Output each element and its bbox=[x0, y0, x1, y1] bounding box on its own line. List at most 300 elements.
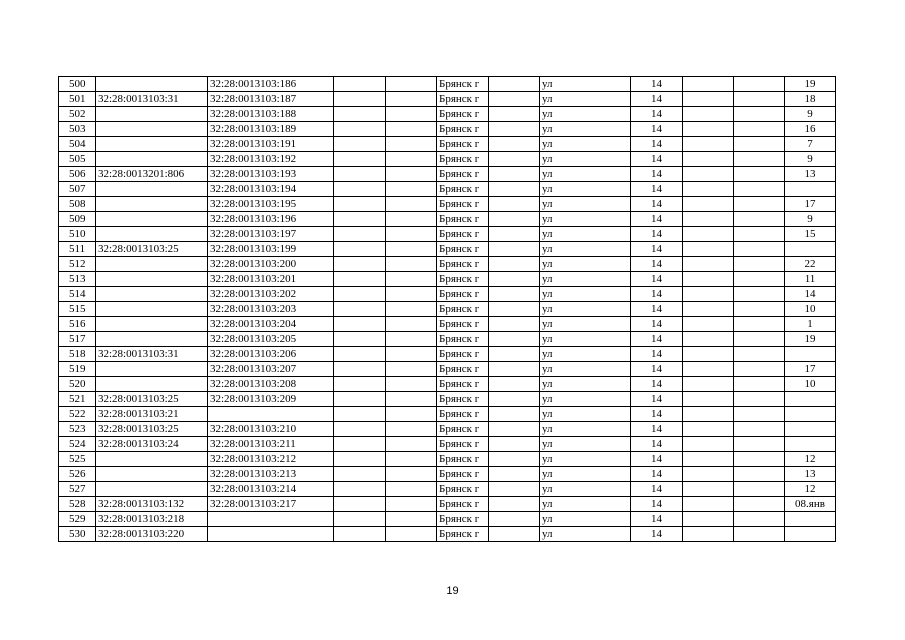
apartment-cell: 16 bbox=[785, 122, 836, 137]
empty-cell bbox=[683, 107, 734, 122]
row-number-cell: 507 bbox=[59, 182, 96, 197]
empty-cell bbox=[734, 227, 785, 242]
empty-cell bbox=[734, 302, 785, 317]
empty-cell bbox=[334, 482, 386, 497]
apartment-cell: 14 bbox=[785, 287, 836, 302]
cadastral-number-cell: 32:28:0013103:199 bbox=[208, 242, 334, 257]
row-number-cell: 506 bbox=[59, 167, 96, 182]
empty-cell bbox=[334, 272, 386, 287]
empty-cell bbox=[386, 152, 437, 167]
row-number-cell: 523 bbox=[59, 422, 96, 437]
city-cell: Брянск г bbox=[437, 362, 489, 377]
house-number-cell: 14 bbox=[631, 152, 683, 167]
row-number-cell: 528 bbox=[59, 497, 96, 512]
row-number-cell: 515 bbox=[59, 302, 96, 317]
apartment-cell bbox=[785, 527, 836, 542]
city-cell: Брянск г bbox=[437, 287, 489, 302]
cadastral-number-cell: 32:28:0013103:31 bbox=[96, 347, 208, 362]
table-row bbox=[59, 212, 836, 227]
empty-cell bbox=[734, 272, 785, 287]
cadastral-number-cell: 32:28:0013103:202 bbox=[208, 287, 334, 302]
empty-cell bbox=[334, 497, 386, 512]
row-number-cell: 504 bbox=[59, 137, 96, 152]
row-number-cell: 514 bbox=[59, 287, 96, 302]
house-number-cell: 14 bbox=[631, 437, 683, 452]
table-row bbox=[59, 347, 836, 362]
table-row bbox=[59, 167, 836, 182]
empty-cell bbox=[386, 92, 437, 107]
row-number-cell: 505 bbox=[59, 152, 96, 167]
city-cell: Брянск г bbox=[437, 467, 489, 482]
empty-cell bbox=[489, 152, 540, 167]
city-cell: Брянск г bbox=[437, 392, 489, 407]
cadastral-number-cell: 32:28:0013201:806 bbox=[96, 167, 208, 182]
house-number-cell: 14 bbox=[631, 287, 683, 302]
empty-cell bbox=[334, 347, 386, 362]
apartment-cell: 11 bbox=[785, 272, 836, 287]
street-type-cell: ул bbox=[540, 527, 631, 542]
cadastral-number-cell: 32:28:0013103:210 bbox=[208, 422, 334, 437]
empty-cell bbox=[734, 482, 785, 497]
empty-cell bbox=[683, 317, 734, 332]
house-number-cell: 14 bbox=[631, 452, 683, 467]
cadastral-number-cell: 32:28:0013103:21 bbox=[96, 407, 208, 422]
empty-cell bbox=[734, 77, 785, 92]
row-number-cell: 525 bbox=[59, 452, 96, 467]
cadastral-number-cell: 32:28:0013103:186 bbox=[208, 77, 334, 92]
empty-cell bbox=[334, 287, 386, 302]
empty-cell bbox=[489, 437, 540, 452]
empty-cell bbox=[489, 242, 540, 257]
empty-cell bbox=[489, 332, 540, 347]
house-number-cell: 14 bbox=[631, 422, 683, 437]
empty-cell bbox=[489, 182, 540, 197]
street-type-cell: ул bbox=[540, 332, 631, 347]
street-type-cell: ул bbox=[540, 512, 631, 527]
table-row bbox=[59, 527, 836, 542]
empty-cell bbox=[489, 347, 540, 362]
empty-cell bbox=[683, 497, 734, 512]
empty-cell bbox=[489, 527, 540, 542]
cadastral-number-cell bbox=[96, 257, 208, 272]
cadastral-number-cell: 32:28:0013103:204 bbox=[208, 317, 334, 332]
cadastral-number-cell bbox=[96, 122, 208, 137]
empty-cell bbox=[334, 377, 386, 392]
row-number-cell: 521 bbox=[59, 392, 96, 407]
apartment-cell: 12 bbox=[785, 482, 836, 497]
empty-cell bbox=[489, 107, 540, 122]
cadastral-number-cell bbox=[96, 77, 208, 92]
city-cell: Брянск г bbox=[437, 272, 489, 287]
empty-cell bbox=[734, 167, 785, 182]
table-row bbox=[59, 257, 836, 272]
empty-cell bbox=[683, 167, 734, 182]
empty-cell bbox=[489, 92, 540, 107]
city-cell: Брянск г bbox=[437, 452, 489, 467]
empty-cell bbox=[334, 227, 386, 242]
cadastral-number-cell: 32:28:0013103:187 bbox=[208, 92, 334, 107]
cadastral-number-cell bbox=[96, 332, 208, 347]
apartment-cell: 9 bbox=[785, 107, 836, 122]
empty-cell bbox=[386, 122, 437, 137]
table-row bbox=[59, 197, 836, 212]
street-type-cell: ул bbox=[540, 302, 631, 317]
street-type-cell: ул bbox=[540, 452, 631, 467]
city-cell: Брянск г bbox=[437, 122, 489, 137]
empty-cell bbox=[334, 257, 386, 272]
house-number-cell: 14 bbox=[631, 407, 683, 422]
table-row bbox=[59, 452, 836, 467]
empty-cell bbox=[334, 242, 386, 257]
empty-cell bbox=[386, 227, 437, 242]
empty-cell bbox=[386, 377, 437, 392]
apartment-cell: 19 bbox=[785, 77, 836, 92]
cadastral-number-cell bbox=[208, 527, 334, 542]
empty-cell bbox=[334, 467, 386, 482]
street-type-cell: ул bbox=[540, 257, 631, 272]
empty-cell bbox=[683, 482, 734, 497]
empty-cell bbox=[386, 137, 437, 152]
empty-cell bbox=[489, 257, 540, 272]
empty-cell bbox=[683, 392, 734, 407]
empty-cell bbox=[683, 272, 734, 287]
row-number-cell: 517 bbox=[59, 332, 96, 347]
empty-cell bbox=[386, 332, 437, 347]
apartment-cell bbox=[785, 182, 836, 197]
apartment-cell: 18 bbox=[785, 92, 836, 107]
cadastral-number-cell: 32:28:0013103:208 bbox=[208, 377, 334, 392]
empty-cell bbox=[334, 437, 386, 452]
cadastral-number-cell: 32:28:0013103:196 bbox=[208, 212, 334, 227]
empty-cell bbox=[489, 212, 540, 227]
house-number-cell: 14 bbox=[631, 107, 683, 122]
empty-cell bbox=[734, 512, 785, 527]
house-number-cell: 14 bbox=[631, 182, 683, 197]
city-cell: Брянск г bbox=[437, 497, 489, 512]
house-number-cell: 14 bbox=[631, 92, 683, 107]
city-cell: Брянск г bbox=[437, 167, 489, 182]
empty-cell bbox=[386, 167, 437, 182]
empty-cell bbox=[334, 407, 386, 422]
table-row bbox=[59, 152, 836, 167]
empty-cell bbox=[683, 257, 734, 272]
house-number-cell: 14 bbox=[631, 302, 683, 317]
row-number-cell: 511 bbox=[59, 242, 96, 257]
city-cell: Брянск г bbox=[437, 407, 489, 422]
city-cell: Брянск г bbox=[437, 242, 489, 257]
street-type-cell: ул bbox=[540, 227, 631, 242]
empty-cell bbox=[734, 287, 785, 302]
table-row bbox=[59, 332, 836, 347]
city-cell: Брянск г bbox=[437, 302, 489, 317]
empty-cell bbox=[489, 167, 540, 182]
empty-cell bbox=[489, 467, 540, 482]
empty-cell bbox=[489, 377, 540, 392]
empty-cell bbox=[683, 227, 734, 242]
empty-cell bbox=[334, 317, 386, 332]
empty-cell bbox=[334, 332, 386, 347]
apartment-cell: 9 bbox=[785, 152, 836, 167]
row-number-cell: 526 bbox=[59, 467, 96, 482]
cadastral-number-cell: 32:28:0013103:214 bbox=[208, 482, 334, 497]
house-number-cell: 14 bbox=[631, 467, 683, 482]
street-type-cell: ул bbox=[540, 392, 631, 407]
cadastral-number-cell: 32:28:0013103:218 bbox=[96, 512, 208, 527]
empty-cell bbox=[734, 422, 785, 437]
city-cell: Брянск г bbox=[437, 422, 489, 437]
city-cell: Брянск г bbox=[437, 77, 489, 92]
table-row bbox=[59, 302, 836, 317]
apartment-cell bbox=[785, 242, 836, 257]
cadastral-number-cell: 32:28:0013103:209 bbox=[208, 392, 334, 407]
cadastral-number-cell: 32:28:0013103:211 bbox=[208, 437, 334, 452]
row-number-cell: 502 bbox=[59, 107, 96, 122]
cadastral-number-cell: 32:28:0013103:191 bbox=[208, 137, 334, 152]
table-row bbox=[59, 392, 836, 407]
empty-cell bbox=[386, 392, 437, 407]
row-number-cell: 509 bbox=[59, 212, 96, 227]
empty-cell bbox=[386, 362, 437, 377]
table-row bbox=[59, 122, 836, 137]
cadastral-number-cell: 32:28:0013103:207 bbox=[208, 362, 334, 377]
cadastral-number-cell: 32:28:0013103:25 bbox=[96, 392, 208, 407]
house-number-cell: 14 bbox=[631, 137, 683, 152]
empty-cell bbox=[489, 497, 540, 512]
cadastral-number-cell bbox=[96, 182, 208, 197]
cadastral-number-cell bbox=[96, 482, 208, 497]
table-row bbox=[59, 137, 836, 152]
cadastral-number-cell bbox=[96, 272, 208, 287]
house-number-cell: 14 bbox=[631, 332, 683, 347]
street-type-cell: ул bbox=[540, 152, 631, 167]
empty-cell bbox=[334, 152, 386, 167]
empty-cell bbox=[386, 257, 437, 272]
empty-cell bbox=[489, 272, 540, 287]
empty-cell bbox=[734, 437, 785, 452]
cadastral-number-cell: 32:28:0013103:200 bbox=[208, 257, 334, 272]
street-type-cell: ул bbox=[540, 197, 631, 212]
table-row bbox=[59, 92, 836, 107]
empty-cell bbox=[386, 497, 437, 512]
cadastral-number-cell: 32:28:0013103:193 bbox=[208, 167, 334, 182]
empty-cell bbox=[386, 272, 437, 287]
apartment-cell bbox=[785, 347, 836, 362]
empty-cell bbox=[386, 482, 437, 497]
table-row bbox=[59, 77, 836, 92]
house-number-cell: 14 bbox=[631, 392, 683, 407]
empty-cell bbox=[683, 287, 734, 302]
empty-cell bbox=[386, 422, 437, 437]
cadastral-number-cell bbox=[208, 407, 334, 422]
apartment-cell bbox=[785, 392, 836, 407]
data-table bbox=[58, 76, 836, 542]
city-cell: Брянск г bbox=[437, 182, 489, 197]
empty-cell bbox=[334, 92, 386, 107]
empty-cell bbox=[489, 482, 540, 497]
table-row bbox=[59, 182, 836, 197]
empty-cell bbox=[734, 467, 785, 482]
empty-cell bbox=[334, 167, 386, 182]
empty-cell bbox=[489, 302, 540, 317]
cadastral-number-cell: 32:28:0013103:205 bbox=[208, 332, 334, 347]
row-number-cell: 520 bbox=[59, 377, 96, 392]
cadastral-number-cell: 32:28:0013103:201 bbox=[208, 272, 334, 287]
house-number-cell: 14 bbox=[631, 317, 683, 332]
street-type-cell: ул bbox=[540, 92, 631, 107]
house-number-cell: 14 bbox=[631, 242, 683, 257]
row-number-cell: 513 bbox=[59, 272, 96, 287]
apartment-cell: 10 bbox=[785, 377, 836, 392]
cadastral-number-cell bbox=[96, 467, 208, 482]
table-row bbox=[59, 422, 836, 437]
city-cell: Брянск г bbox=[437, 92, 489, 107]
empty-cell bbox=[683, 122, 734, 137]
empty-cell bbox=[386, 107, 437, 122]
cadastral-number-cell bbox=[96, 227, 208, 242]
cadastral-number-cell: 32:28:0013103:132 bbox=[96, 497, 208, 512]
empty-cell bbox=[334, 452, 386, 467]
street-type-cell: ул bbox=[540, 347, 631, 362]
cadastral-number-cell: 32:28:0013103:189 bbox=[208, 122, 334, 137]
empty-cell bbox=[334, 137, 386, 152]
empty-cell bbox=[683, 437, 734, 452]
apartment-cell: 13 bbox=[785, 467, 836, 482]
cadastral-number-cell: 32:28:0013103:24 bbox=[96, 437, 208, 452]
table-row bbox=[59, 272, 836, 287]
cadastral-number-cell bbox=[96, 152, 208, 167]
empty-cell bbox=[734, 317, 785, 332]
house-number-cell: 14 bbox=[631, 482, 683, 497]
table-row bbox=[59, 107, 836, 122]
house-number-cell: 14 bbox=[631, 347, 683, 362]
house-number-cell: 14 bbox=[631, 527, 683, 542]
empty-cell bbox=[683, 152, 734, 167]
apartment-cell: 19 bbox=[785, 332, 836, 347]
page-number: 19 bbox=[446, 585, 459, 597]
cadastral-number-cell: 32:28:0013103:195 bbox=[208, 197, 334, 212]
cadastral-number-cell: 32:28:0013103:203 bbox=[208, 302, 334, 317]
house-number-cell: 14 bbox=[631, 377, 683, 392]
row-number-cell: 524 bbox=[59, 437, 96, 452]
street-type-cell: ул bbox=[540, 77, 631, 92]
empty-cell bbox=[734, 197, 785, 212]
empty-cell bbox=[386, 77, 437, 92]
cadastral-number-cell: 32:28:0013103:192 bbox=[208, 152, 334, 167]
empty-cell bbox=[734, 182, 785, 197]
empty-cell bbox=[734, 377, 785, 392]
empty-cell bbox=[734, 137, 785, 152]
empty-cell bbox=[334, 197, 386, 212]
house-number-cell: 14 bbox=[631, 77, 683, 92]
street-type-cell: ул bbox=[540, 242, 631, 257]
city-cell: Брянск г bbox=[437, 512, 489, 527]
row-number-cell: 518 bbox=[59, 347, 96, 362]
house-number-cell: 14 bbox=[631, 512, 683, 527]
table-row bbox=[59, 467, 836, 482]
cadastral-number-cell bbox=[96, 362, 208, 377]
empty-cell bbox=[334, 182, 386, 197]
empty-cell bbox=[683, 377, 734, 392]
empty-cell bbox=[334, 392, 386, 407]
row-number-cell: 503 bbox=[59, 122, 96, 137]
empty-cell bbox=[734, 407, 785, 422]
house-number-cell: 14 bbox=[631, 167, 683, 182]
street-type-cell: ул bbox=[540, 422, 631, 437]
apartment-cell: 22 bbox=[785, 257, 836, 272]
street-type-cell: ул bbox=[540, 497, 631, 512]
table-body bbox=[59, 77, 836, 542]
row-number-cell: 527 bbox=[59, 482, 96, 497]
empty-cell bbox=[683, 452, 734, 467]
apartment-cell bbox=[785, 422, 836, 437]
empty-cell bbox=[683, 242, 734, 257]
cadastral-number-cell bbox=[96, 197, 208, 212]
empty-cell bbox=[683, 77, 734, 92]
city-cell: Брянск г bbox=[437, 257, 489, 272]
street-type-cell: ул bbox=[540, 107, 631, 122]
empty-cell bbox=[734, 212, 785, 227]
city-cell: Брянск г bbox=[437, 152, 489, 167]
apartment-cell: 17 bbox=[785, 197, 836, 212]
house-number-cell: 14 bbox=[631, 227, 683, 242]
cadastral-number-cell: 32:28:0013103:194 bbox=[208, 182, 334, 197]
table-row bbox=[59, 227, 836, 242]
empty-cell bbox=[334, 527, 386, 542]
cadastral-number-cell: 32:28:0013103:25 bbox=[96, 422, 208, 437]
house-number-cell: 14 bbox=[631, 257, 683, 272]
empty-cell bbox=[489, 77, 540, 92]
empty-cell bbox=[489, 362, 540, 377]
city-cell: Брянск г bbox=[437, 437, 489, 452]
house-number-cell: 14 bbox=[631, 497, 683, 512]
street-type-cell: ул bbox=[540, 212, 631, 227]
cadastral-number-cell: 32:28:0013103:25 bbox=[96, 242, 208, 257]
apartment-cell: 13 bbox=[785, 167, 836, 182]
cadastral-number-cell: 32:28:0013103:213 bbox=[208, 467, 334, 482]
empty-cell bbox=[386, 317, 437, 332]
cadastral-number-cell: 32:28:0013103:31 bbox=[96, 92, 208, 107]
row-number-cell: 512 bbox=[59, 257, 96, 272]
empty-cell bbox=[386, 197, 437, 212]
empty-cell bbox=[489, 452, 540, 467]
empty-cell bbox=[683, 212, 734, 227]
cadastral-number-cell bbox=[96, 302, 208, 317]
cadastral-number-cell: 32:28:0013103:217 bbox=[208, 497, 334, 512]
city-cell: Брянск г bbox=[437, 317, 489, 332]
table-row bbox=[59, 287, 836, 302]
empty-cell bbox=[683, 362, 734, 377]
row-number-cell: 516 bbox=[59, 317, 96, 332]
empty-cell bbox=[386, 407, 437, 422]
empty-cell bbox=[683, 422, 734, 437]
empty-cell bbox=[683, 407, 734, 422]
street-type-cell: ул bbox=[540, 317, 631, 332]
street-type-cell: ул bbox=[540, 167, 631, 182]
city-cell: Брянск г bbox=[437, 482, 489, 497]
apartment-cell: 7 bbox=[785, 137, 836, 152]
cadastral-number-cell bbox=[96, 107, 208, 122]
house-number-cell: 14 bbox=[631, 362, 683, 377]
apartment-cell bbox=[785, 512, 836, 527]
empty-cell bbox=[683, 527, 734, 542]
row-number-cell: 501 bbox=[59, 92, 96, 107]
empty-cell bbox=[734, 107, 785, 122]
empty-cell bbox=[734, 257, 785, 272]
cadastral-number-cell: 32:28:0013103:197 bbox=[208, 227, 334, 242]
empty-cell bbox=[386, 242, 437, 257]
empty-cell bbox=[734, 92, 785, 107]
cadastral-number-cell bbox=[96, 377, 208, 392]
